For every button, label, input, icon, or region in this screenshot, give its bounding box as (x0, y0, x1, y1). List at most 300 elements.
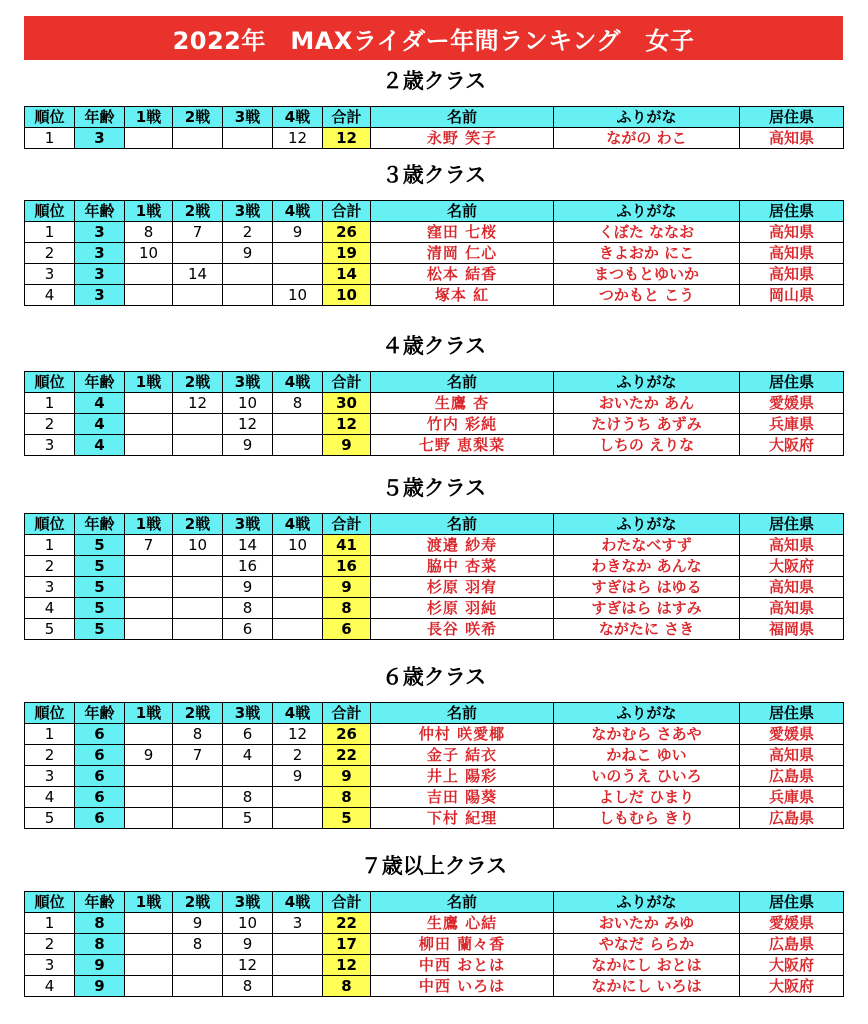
cell-r3: 8 (223, 598, 273, 619)
cell-total: 22 (323, 745, 371, 766)
column-header-r3: 3戦 (223, 107, 273, 128)
cell-name: 長谷 咲希 (371, 619, 554, 640)
cell-r1 (125, 128, 173, 149)
column-header-age: 年齢 (75, 514, 125, 535)
cell-age: 5 (75, 598, 125, 619)
cell-r2 (173, 435, 223, 456)
column-header-kana: ふりがな (554, 372, 740, 393)
column-header-pref: 居住県 (740, 892, 844, 913)
column-header-rank: 順位 (25, 514, 75, 535)
cell-pref: 岡山県 (740, 285, 844, 306)
cell-kana: しもむら きり (554, 808, 740, 829)
table-row (25, 955, 844, 976)
cell-r4 (273, 934, 323, 955)
cell-rank: 4 (25, 976, 75, 997)
cell-pref: 高知県 (740, 128, 844, 149)
table-row (25, 976, 844, 997)
class-section (0, 662, 868, 827)
cell-rank: 1 (25, 393, 75, 414)
cell-total: 9 (323, 766, 371, 787)
cell-rank: 2 (25, 745, 75, 766)
cell-r2: 10 (173, 535, 223, 556)
cell-r1 (125, 787, 173, 808)
cell-r4 (273, 598, 323, 619)
cell-r4: 10 (273, 535, 323, 556)
cell-name: 吉田 陽葵 (371, 787, 554, 808)
column-header-r2: 2戦 (173, 514, 223, 535)
cell-r1 (125, 913, 173, 934)
cell-r1 (125, 393, 173, 414)
cell-name: 脇中 杏菜 (371, 556, 554, 577)
cell-kana: わたなべすず (554, 535, 740, 556)
table-row (25, 285, 844, 306)
cell-age: 3 (75, 243, 125, 264)
cell-r2: 14 (173, 264, 223, 285)
cell-r3: 10 (223, 913, 273, 934)
column-header-age: 年齢 (75, 372, 125, 393)
cell-kana: まつもとゆいか (554, 264, 740, 285)
header-row (25, 372, 844, 393)
table-row (25, 243, 844, 264)
cell-age: 9 (75, 976, 125, 997)
table-row (25, 619, 844, 640)
cell-age: 4 (75, 393, 125, 414)
cell-r2: 7 (173, 222, 223, 243)
cell-r3 (223, 128, 273, 149)
cell-kana: たけうち あずみ (554, 414, 740, 435)
column-header-r2: 2戦 (173, 892, 223, 913)
cell-kana: なかにし おとは (554, 955, 740, 976)
cell-kana: すぎはら はゆる (554, 577, 740, 598)
column-header-r2: 2戦 (173, 201, 223, 222)
column-header-total: 合計 (323, 201, 371, 222)
column-header-name: 名前 (371, 372, 554, 393)
cell-age: 3 (75, 128, 125, 149)
cell-rank: 3 (25, 955, 75, 976)
class-section (0, 473, 868, 638)
class-section (0, 160, 868, 304)
cell-pref: 高知県 (740, 243, 844, 264)
cell-r2 (173, 577, 223, 598)
cell-r1: 10 (125, 243, 173, 264)
cell-rank: 4 (25, 285, 75, 306)
cell-r1 (125, 808, 173, 829)
cell-r2 (173, 787, 223, 808)
class-title: ３歳クラス (381, 163, 487, 187)
cell-pref: 兵庫県 (740, 414, 844, 435)
cell-r3 (223, 264, 273, 285)
table-row (25, 934, 844, 955)
cell-name: 七野 恵梨菜 (371, 435, 554, 456)
cell-total: 9 (323, 577, 371, 598)
cell-r3: 6 (223, 619, 273, 640)
column-header-pref: 居住県 (740, 372, 844, 393)
cell-age: 6 (75, 724, 125, 745)
cell-pref: 高知県 (740, 745, 844, 766)
cell-r2: 7 (173, 745, 223, 766)
cell-age: 6 (75, 787, 125, 808)
cell-rank: 4 (25, 598, 75, 619)
column-header-r4: 4戦 (273, 107, 323, 128)
cell-r4: 12 (273, 128, 323, 149)
cell-total: 22 (323, 913, 371, 934)
cell-age: 4 (75, 414, 125, 435)
column-header-r3: 3戦 (223, 892, 273, 913)
cell-total: 41 (323, 535, 371, 556)
cell-pref: 兵庫県 (740, 787, 844, 808)
table-row (25, 745, 844, 766)
header-row (25, 514, 844, 535)
cell-r1 (125, 414, 173, 435)
cell-name: 清岡 仁心 (371, 243, 554, 264)
table-row (25, 264, 844, 285)
header-row (25, 892, 844, 913)
table-row (25, 598, 844, 619)
cell-r3: 10 (223, 393, 273, 414)
cell-r2: 8 (173, 934, 223, 955)
cell-r2: 12 (173, 393, 223, 414)
column-header-rank: 順位 (25, 892, 75, 913)
cell-r4: 10 (273, 285, 323, 306)
table-row (25, 128, 844, 149)
cell-kana: かねこ ゆい (554, 745, 740, 766)
cell-r3: 8 (223, 787, 273, 808)
class-title: ６歳クラス (381, 665, 487, 689)
column-header-age: 年齢 (75, 703, 125, 724)
table-row (25, 766, 844, 787)
cell-r4 (273, 787, 323, 808)
header-row (25, 201, 844, 222)
cell-name: 生鷹 杏 (371, 393, 554, 414)
cell-total: 10 (323, 285, 371, 306)
column-header-pref: 居住県 (740, 514, 844, 535)
cell-kana: いのうえ ひいろ (554, 766, 740, 787)
page-title: 2022年 MAXライダー年間ランキング 女子 (172, 26, 695, 55)
cell-r2 (173, 598, 223, 619)
cell-total: 12 (323, 128, 371, 149)
cell-r4 (273, 556, 323, 577)
cell-total: 9 (323, 435, 371, 456)
column-header-pref: 居住県 (740, 201, 844, 222)
cell-r2 (173, 556, 223, 577)
column-header-r4: 4戦 (273, 514, 323, 535)
cell-age: 5 (75, 577, 125, 598)
column-header-name: 名前 (371, 892, 554, 913)
cell-kana: しちの えりな (554, 435, 740, 456)
column-header-pref: 居住県 (740, 107, 844, 128)
class-title: ５歳クラス (381, 476, 487, 500)
column-header-kana: ふりがな (554, 892, 740, 913)
table-row (25, 577, 844, 598)
cell-total: 5 (323, 808, 371, 829)
column-header-kana: ふりがな (554, 107, 740, 128)
cell-total: 6 (323, 619, 371, 640)
cell-kana: きよおか にこ (554, 243, 740, 264)
cell-r4: 12 (273, 724, 323, 745)
cell-r1 (125, 766, 173, 787)
cell-pref: 高知県 (740, 577, 844, 598)
cell-name: 仲村 咲愛椰 (371, 724, 554, 745)
cell-total: 26 (323, 222, 371, 243)
cell-r3: 16 (223, 556, 273, 577)
cell-name: 窪田 七桜 (371, 222, 554, 243)
cell-r4 (273, 808, 323, 829)
cell-age: 9 (75, 955, 125, 976)
cell-age: 6 (75, 745, 125, 766)
cell-total: 12 (323, 955, 371, 976)
cell-r1 (125, 264, 173, 285)
column-header-r1: 1戦 (125, 703, 173, 724)
column-header-total: 合計 (323, 372, 371, 393)
cell-r2 (173, 285, 223, 306)
cell-age: 5 (75, 619, 125, 640)
column-header-r3: 3戦 (223, 514, 273, 535)
column-header-age: 年齢 (75, 107, 125, 128)
cell-pref: 高知県 (740, 598, 844, 619)
cell-r1 (125, 934, 173, 955)
column-header-r2: 2戦 (173, 372, 223, 393)
ranking-table (24, 702, 844, 829)
cell-r2: 8 (173, 724, 223, 745)
cell-kana: くぼた ななお (554, 222, 740, 243)
column-header-r4: 4戦 (273, 201, 323, 222)
cell-age: 3 (75, 285, 125, 306)
column-header-r3: 3戦 (223, 201, 273, 222)
cell-kana: よしだ ひまり (554, 787, 740, 808)
cell-pref: 愛媛県 (740, 724, 844, 745)
cell-r1: 8 (125, 222, 173, 243)
cell-r1 (125, 556, 173, 577)
cell-kana: ながの わこ (554, 128, 740, 149)
column-header-r4: 4戦 (273, 892, 323, 913)
cell-rank: 5 (25, 619, 75, 640)
cell-rank: 3 (25, 766, 75, 787)
cell-r2 (173, 808, 223, 829)
class-section (0, 331, 868, 454)
cell-kana: おいたか あん (554, 393, 740, 414)
cell-kana: つかもと こう (554, 285, 740, 306)
cell-r3: 9 (223, 435, 273, 456)
column-header-r1: 1戦 (125, 892, 173, 913)
cell-age: 6 (75, 766, 125, 787)
column-header-name: 名前 (371, 201, 554, 222)
cell-pref: 高知県 (740, 264, 844, 285)
cell-r4: 9 (273, 222, 323, 243)
cell-age: 5 (75, 556, 125, 577)
cell-name: 中西 おとは (371, 955, 554, 976)
column-header-r4: 4戦 (273, 372, 323, 393)
cell-r3: 6 (223, 724, 273, 745)
cell-r3: 9 (223, 577, 273, 598)
cell-r1 (125, 724, 173, 745)
cell-r3: 12 (223, 955, 273, 976)
cell-r2 (173, 414, 223, 435)
cell-rank: 3 (25, 264, 75, 285)
cell-name: 生鷹 心結 (371, 913, 554, 934)
cell-r3: 8 (223, 976, 273, 997)
cell-age: 5 (75, 535, 125, 556)
cell-rank: 1 (25, 222, 75, 243)
cell-rank: 2 (25, 556, 75, 577)
cell-r2 (173, 128, 223, 149)
column-header-r2: 2戦 (173, 703, 223, 724)
cell-pref: 愛媛県 (740, 913, 844, 934)
cell-r1 (125, 955, 173, 976)
column-header-total: 合計 (323, 107, 371, 128)
table-row (25, 435, 844, 456)
cell-r4 (273, 435, 323, 456)
cell-r4 (273, 414, 323, 435)
class-title: ４歳クラス (381, 334, 487, 358)
cell-name: 杉原 羽純 (371, 598, 554, 619)
cell-rank: 4 (25, 787, 75, 808)
cell-pref: 広島県 (740, 808, 844, 829)
cell-name: 竹内 彩純 (371, 414, 554, 435)
cell-r3 (223, 766, 273, 787)
cell-pref: 広島県 (740, 934, 844, 955)
cell-r2 (173, 619, 223, 640)
cell-name: 永野 笑子 (371, 128, 554, 149)
column-header-pref: 居住県 (740, 703, 844, 724)
class-section (0, 66, 868, 147)
cell-r2 (173, 955, 223, 976)
ranking-table (24, 106, 844, 149)
ranking-table (24, 891, 844, 997)
cell-rank: 1 (25, 913, 75, 934)
cell-r4 (273, 955, 323, 976)
cell-total: 8 (323, 598, 371, 619)
column-header-name: 名前 (371, 514, 554, 535)
cell-r1 (125, 619, 173, 640)
cell-r3: 12 (223, 414, 273, 435)
cell-kana: わきなか あんな (554, 556, 740, 577)
cell-age: 3 (75, 222, 125, 243)
cell-r4 (273, 243, 323, 264)
cell-rank: 5 (25, 808, 75, 829)
column-header-r1: 1戦 (125, 372, 173, 393)
cell-r4 (273, 976, 323, 997)
cell-name: 井上 陽彩 (371, 766, 554, 787)
column-header-r4: 4戦 (273, 703, 323, 724)
cell-rank: 2 (25, 934, 75, 955)
column-header-name: 名前 (371, 107, 554, 128)
cell-kana: なかむら さあや (554, 724, 740, 745)
column-header-rank: 順位 (25, 703, 75, 724)
cell-r1 (125, 577, 173, 598)
ranking-table (24, 513, 844, 640)
cell-r1 (125, 976, 173, 997)
table-row (25, 724, 844, 745)
cell-r3: 9 (223, 934, 273, 955)
cell-total: 30 (323, 393, 371, 414)
cell-r4 (273, 264, 323, 285)
ranking-table (24, 371, 844, 456)
cell-kana: すぎはら はすみ (554, 598, 740, 619)
cell-name: 松本 結香 (371, 264, 554, 285)
header-row (25, 107, 844, 128)
cell-kana: おいたか みゆ (554, 913, 740, 934)
cell-total: 19 (323, 243, 371, 264)
cell-total: 12 (323, 414, 371, 435)
class-section (0, 851, 868, 995)
cell-r3: 14 (223, 535, 273, 556)
column-header-rank: 順位 (25, 201, 75, 222)
cell-rank: 3 (25, 435, 75, 456)
cell-name: 渡邉 紗寿 (371, 535, 554, 556)
cell-r2 (173, 766, 223, 787)
cell-r1 (125, 285, 173, 306)
cell-age: 6 (75, 808, 125, 829)
column-header-rank: 順位 (25, 372, 75, 393)
column-header-age: 年齢 (75, 201, 125, 222)
column-header-total: 合計 (323, 514, 371, 535)
table-row (25, 556, 844, 577)
cell-rank: 2 (25, 414, 75, 435)
cell-r1: 7 (125, 535, 173, 556)
table-row (25, 414, 844, 435)
cell-total: 14 (323, 264, 371, 285)
cell-r1: 9 (125, 745, 173, 766)
cell-r2 (173, 976, 223, 997)
table-row (25, 913, 844, 934)
cell-pref: 福岡県 (740, 619, 844, 640)
column-header-name: 名前 (371, 703, 554, 724)
cell-r3: 4 (223, 745, 273, 766)
cell-pref: 大阪府 (740, 955, 844, 976)
cell-r4: 2 (273, 745, 323, 766)
table-row (25, 535, 844, 556)
cell-kana: やなだ ららか (554, 934, 740, 955)
cell-rank: 2 (25, 243, 75, 264)
cell-r1 (125, 435, 173, 456)
cell-age: 3 (75, 264, 125, 285)
column-header-age: 年齢 (75, 892, 125, 913)
cell-r1 (125, 598, 173, 619)
cell-rank: 1 (25, 724, 75, 745)
cell-pref: 大阪府 (740, 435, 844, 456)
cell-r3 (223, 285, 273, 306)
cell-name: 塚本 紅 (371, 285, 554, 306)
cell-r4 (273, 577, 323, 598)
cell-pref: 広島県 (740, 766, 844, 787)
column-header-r1: 1戦 (125, 201, 173, 222)
cell-r3: 2 (223, 222, 273, 243)
cell-r4: 9 (273, 766, 323, 787)
cell-pref: 高知県 (740, 222, 844, 243)
table-row (25, 222, 844, 243)
cell-rank: 1 (25, 535, 75, 556)
cell-r2 (173, 243, 223, 264)
cell-name: 杉原 羽宥 (371, 577, 554, 598)
column-header-rank: 順位 (25, 107, 75, 128)
column-header-r1: 1戦 (125, 514, 173, 535)
cell-total: 17 (323, 934, 371, 955)
cell-name: 柳田 蘭々香 (371, 934, 554, 955)
cell-pref: 大阪府 (740, 556, 844, 577)
class-title: ７歳以上クラス (360, 854, 508, 878)
column-header-kana: ふりがな (554, 514, 740, 535)
column-header-kana: ふりがな (554, 201, 740, 222)
class-title: ２歳クラス (381, 69, 487, 93)
column-header-kana: ふりがな (554, 703, 740, 724)
cell-r3: 5 (223, 808, 273, 829)
column-header-r2: 2戦 (173, 107, 223, 128)
page-title-banner (24, 16, 843, 60)
cell-age: 8 (75, 934, 125, 955)
header-row (25, 703, 844, 724)
cell-rank: 3 (25, 577, 75, 598)
cell-total: 16 (323, 556, 371, 577)
